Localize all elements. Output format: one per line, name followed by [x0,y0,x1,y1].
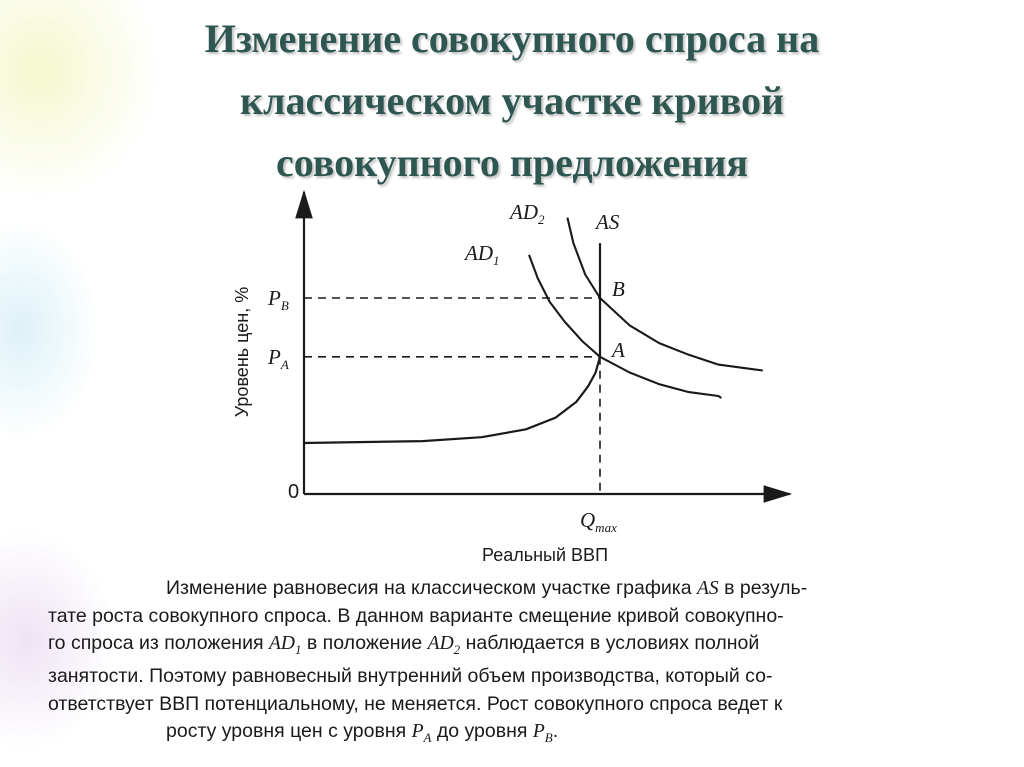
caption-symbol: AS [697,578,719,599]
curve-ad2 [567,218,762,371]
caption-symbol: $P_A$ [411,721,432,746]
caption-line: ответствует ВВП потенциальному, не меняется. Рост совокупного спроса ведет к [48,692,783,715]
title-line-2: классическом участке кривой [239,78,785,123]
caption-symbol: $AD_1$ [268,633,302,657]
figure-caption [48,575,983,752]
caption-line: Изменение равновесия на классическом участке графика AS в резуль- [166,577,808,599]
label-ad2: $AD_2$ [510,200,545,227]
title-line-1: Изменение совокупного спроса на [204,16,820,61]
caption-line: го спроса из положения $AD_1$ в положение $AD_2$ наблюдается в условиях полной [48,632,760,657]
ytick-PA: $P_A$ [268,344,289,372]
point-label-b: B [612,277,625,301]
point-label-a: A [612,337,625,362]
caption-line: росту уровня цен с уровня $P_A$ до уровня $P_B$. [166,720,559,746]
curve-as [304,243,600,443]
label-as: AS [596,210,620,235]
title-line-3: совокупного предложения [276,140,748,185]
caption-line: занятости. Поэтому равновесный внутренний объем производства, который со- [48,665,773,688]
caption-line: тате роста совокупного спроса. В данном варианте смещение кривой совокупно- [48,604,784,627]
caption-symbol: $AD_2$ [427,633,461,657]
curve-ad1 [529,255,721,398]
ytick-PB: $P_B$ [268,286,289,313]
origin-label: 0 [288,481,300,503]
label-ad1: $AD_1$ [465,241,500,268]
xtick-qmax: $Q_{max}$ [580,508,617,535]
caption-symbol: $P_B$ [532,721,553,746]
y-axis-label: Уровень цен, % [232,286,252,418]
x-axis-label: Реальный ВВП [482,545,608,565]
